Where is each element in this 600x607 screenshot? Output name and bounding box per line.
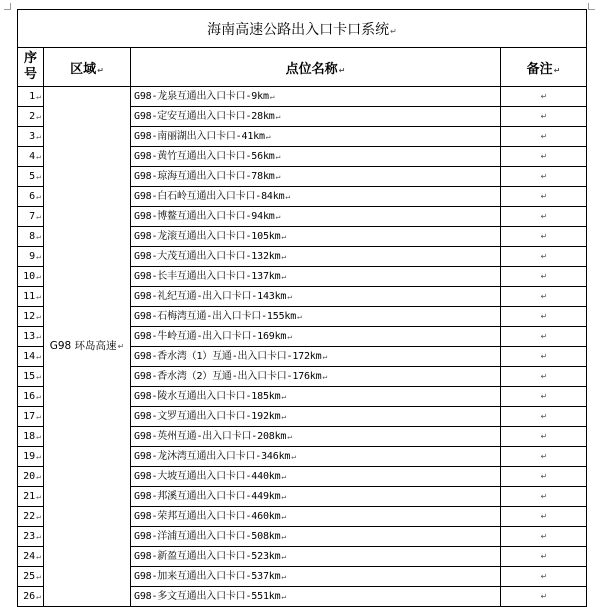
header-note	[501, 48, 587, 87]
paragraph-mark: ↵	[265, 131, 271, 141]
note-cell	[501, 267, 587, 287]
location-cell	[131, 507, 501, 527]
location-cell	[131, 527, 501, 547]
margin-corner-mark	[588, 3, 595, 10]
seq-cell	[18, 367, 44, 387]
location-cell	[131, 267, 501, 287]
paragraph-mark: ↵	[36, 591, 41, 601]
location-cell	[131, 547, 501, 567]
seq-cell	[18, 327, 44, 347]
location-name: G98-洋浦互通出入口卡口-508km	[134, 530, 281, 542]
location-cell	[131, 147, 501, 167]
note-cell	[501, 467, 587, 487]
note-cell	[501, 247, 587, 267]
paragraph-mark: ↵	[540, 332, 548, 341]
table-title-cell	[18, 10, 587, 48]
location-name: G98-牛岭互通-出入口卡口-169km	[134, 330, 287, 342]
header-seq-label: 序号	[23, 51, 37, 82]
note-cell	[501, 87, 587, 107]
header-area-label: 区域	[70, 61, 97, 77]
paragraph-mark: ↵	[281, 391, 287, 401]
note-cell	[501, 367, 587, 387]
paragraph-mark: ↵	[281, 491, 287, 501]
location-name: G98-龙沐湾互通出入口卡口-346km	[134, 450, 291, 462]
paragraph-mark: ↵	[540, 252, 548, 261]
note-cell	[501, 547, 587, 567]
location-name: G98-龙泉互通出入口卡口-9km	[134, 90, 269, 102]
paragraph-mark: ↵	[540, 452, 548, 461]
location-name: G98-黄竹互通出入口卡口-56km	[134, 150, 275, 162]
location-cell	[131, 367, 501, 387]
paragraph-mark: ↵	[36, 311, 41, 321]
location-name: G98-多文互通出入口卡口-551km	[134, 590, 281, 602]
location-name: G98-文罗互通出入口卡口-192km	[134, 410, 281, 422]
note-cell	[501, 327, 587, 347]
checkpoint-table	[17, 9, 587, 607]
paragraph-mark: ↵	[540, 92, 548, 101]
paragraph-mark: ↵	[540, 312, 548, 321]
location-cell	[131, 587, 501, 607]
paragraph-mark: ↵	[36, 371, 41, 381]
seq-number: 11	[23, 290, 36, 302]
note-cell	[501, 227, 587, 247]
seq-cell	[18, 547, 44, 567]
seq-number: 7	[29, 210, 36, 222]
header-note-label: 备注	[526, 61, 553, 77]
location-cell	[131, 187, 501, 207]
seq-cell	[18, 507, 44, 527]
location-name: G98-香水湾（1）互通-出入口卡口-172km	[134, 350, 322, 362]
paragraph-mark: ↵	[36, 91, 41, 101]
paragraph-mark: ↵	[540, 572, 548, 581]
seq-number: 21	[23, 490, 36, 502]
seq-number: 25	[23, 570, 36, 582]
location-cell	[131, 427, 501, 447]
paragraph-mark: ↵	[390, 26, 397, 36]
note-cell	[501, 567, 587, 587]
seq-cell	[18, 387, 44, 407]
paragraph-mark: ↵	[281, 251, 287, 261]
location-name: G98-新盈互通出入口卡口-523km	[134, 550, 281, 562]
paragraph-mark: ↵	[36, 451, 41, 461]
note-cell	[501, 287, 587, 307]
note-cell	[501, 407, 587, 427]
note-cell	[501, 527, 587, 547]
paragraph-mark: ↵	[540, 592, 548, 601]
location-cell	[131, 487, 501, 507]
paragraph-mark: ↵	[540, 352, 548, 361]
seq-number: 1	[29, 90, 36, 102]
paragraph-mark: ↵	[540, 392, 548, 401]
seq-cell	[18, 347, 44, 367]
paragraph-mark: ↵	[281, 271, 287, 281]
seq-cell	[18, 187, 44, 207]
seq-cell	[18, 427, 44, 447]
seq-number: 2	[29, 110, 36, 122]
location-cell	[131, 227, 501, 247]
paragraph-mark: ↵	[540, 512, 548, 521]
seq-number: 8	[29, 230, 36, 242]
paragraph-mark: ↵	[338, 65, 346, 75]
location-name: G98-大坡互通出入口卡口-440km	[134, 470, 281, 482]
paragraph-mark: ↵	[36, 131, 41, 141]
location-cell	[131, 407, 501, 427]
paragraph-mark: ↵	[275, 151, 281, 161]
paragraph-mark: ↵	[540, 372, 548, 381]
seq-number: 23	[23, 530, 36, 542]
seq-number: 4	[29, 150, 36, 162]
paragraph-mark: ↵	[36, 171, 41, 181]
location-cell	[131, 467, 501, 487]
paragraph-mark: ↵	[540, 152, 548, 161]
paragraph-mark: ↵	[269, 91, 275, 101]
seq-cell	[18, 447, 44, 467]
paragraph-mark: ↵	[281, 231, 287, 241]
paragraph-mark: ↵	[36, 571, 41, 581]
paragraph-mark: ↵	[36, 511, 41, 521]
paragraph-mark: ↵	[36, 271, 41, 281]
seq-number: 26	[23, 590, 36, 602]
note-cell	[501, 587, 587, 607]
seq-cell	[18, 307, 44, 327]
seq-number: 22	[23, 510, 36, 522]
seq-number: 16	[23, 390, 36, 402]
paragraph-mark: ↵	[540, 292, 548, 301]
header-location-label: 点位名称	[285, 61, 338, 77]
location-name: G98-英州互通-出入口卡口-208km	[134, 430, 287, 442]
paragraph-mark: ↵	[540, 272, 548, 281]
paragraph-mark: ↵	[117, 342, 125, 351]
location-cell	[131, 247, 501, 267]
paragraph-mark: ↵	[540, 492, 548, 501]
location-cell	[131, 127, 501, 147]
seq-number: 9	[29, 250, 36, 262]
paragraph-mark: ↵	[287, 291, 292, 301]
seq-cell	[18, 487, 44, 507]
paragraph-mark: ↵	[291, 451, 296, 461]
table-title: 海南高速公路出入口卡口系统	[207, 21, 390, 38]
header-area	[44, 48, 131, 87]
location-cell	[131, 287, 501, 307]
seq-cell	[18, 287, 44, 307]
seq-cell	[18, 267, 44, 287]
seq-cell	[18, 87, 44, 107]
paragraph-mark: ↵	[36, 471, 41, 481]
note-cell	[501, 187, 587, 207]
seq-cell	[18, 127, 44, 147]
location-name: G98-香水湾（2）互通-出入口卡口-176km	[134, 370, 322, 382]
note-cell	[501, 107, 587, 127]
paragraph-mark: ↵	[36, 251, 41, 261]
location-cell	[131, 567, 501, 587]
note-cell	[501, 127, 587, 147]
seq-cell	[18, 407, 44, 427]
paragraph-mark: ↵	[540, 412, 548, 421]
seq-number: 5	[29, 170, 36, 182]
note-cell	[501, 387, 587, 407]
paragraph-mark: ↵	[553, 65, 561, 75]
note-cell	[501, 147, 587, 167]
location-name: G98-龙滚互通出入口卡口-105km	[134, 230, 281, 242]
paragraph-mark: ↵	[281, 571, 287, 581]
seq-number: 19	[23, 450, 36, 462]
seq-number: 3	[29, 130, 36, 142]
location-cell	[131, 167, 501, 187]
location-name: G98-加来互通出入口卡口-537km	[134, 570, 281, 582]
paragraph-mark: ↵	[540, 532, 548, 541]
seq-cell	[18, 467, 44, 487]
paragraph-mark: ↵	[281, 591, 287, 601]
seq-cell	[18, 207, 44, 227]
paragraph-mark: ↵	[287, 331, 292, 341]
seq-cell	[18, 527, 44, 547]
header-seq	[18, 48, 44, 87]
area-cell	[44, 87, 131, 607]
paragraph-mark: ↵	[36, 191, 41, 201]
paragraph-mark: ↵	[281, 551, 287, 561]
paragraph-mark: ↵	[36, 411, 41, 421]
seq-cell	[18, 567, 44, 587]
location-name: G98-陵水互通出入口卡口-185km	[134, 390, 281, 402]
seq-cell	[18, 227, 44, 247]
header-row	[18, 48, 587, 87]
paragraph-mark: ↵	[275, 171, 281, 181]
table-row	[18, 87, 587, 107]
paragraph-mark: ↵	[36, 111, 41, 121]
seq-cell	[18, 107, 44, 127]
area-label: G98 环岛高速	[49, 340, 117, 352]
paragraph-mark: ↵	[540, 132, 548, 141]
paragraph-mark: ↵	[36, 531, 41, 541]
location-name: G98-石梅湾互通-出入口卡口-155km	[134, 310, 297, 322]
location-name: G98-南丽湖出入口卡口-41km	[134, 130, 265, 142]
location-cell	[131, 307, 501, 327]
title-row	[18, 10, 587, 48]
seq-number: 17	[23, 410, 36, 422]
paragraph-mark: ↵	[540, 472, 548, 481]
note-cell	[501, 307, 587, 327]
location-name: G98-礼纪互通-出入口卡口-143km	[134, 290, 287, 302]
paragraph-mark: ↵	[36, 351, 41, 361]
paragraph-mark: ↵	[281, 531, 287, 541]
paragraph-mark: ↵	[540, 432, 548, 441]
header-location	[131, 48, 501, 87]
note-cell	[501, 167, 587, 187]
paragraph-mark: ↵	[36, 391, 41, 401]
seq-number: 14	[23, 350, 36, 362]
seq-number: 13	[23, 330, 36, 342]
paragraph-mark: ↵	[540, 552, 548, 561]
location-name: G98-琼海互通出入口卡口-78km	[134, 170, 275, 182]
paragraph-mark: ↵	[36, 431, 41, 441]
paragraph-mark: ↵	[36, 291, 41, 301]
paragraph-mark: ↵	[297, 311, 302, 321]
paragraph-mark: ↵	[36, 211, 41, 221]
seq-number: 24	[23, 550, 36, 562]
paragraph-mark: ↵	[281, 471, 287, 481]
location-name: G98-邦溪互通出入口卡口-449km	[134, 490, 281, 502]
note-cell	[501, 507, 587, 527]
paragraph-mark: ↵	[287, 431, 292, 441]
seq-number: 20	[23, 470, 36, 482]
seq-number: 12	[23, 310, 36, 322]
paragraph-mark: ↵	[540, 232, 548, 241]
seq-cell	[18, 587, 44, 607]
seq-cell	[18, 147, 44, 167]
location-name: G98-博鳌互通出入口卡口-94km	[134, 210, 275, 222]
seq-number: 10	[23, 270, 36, 282]
paragraph-mark: ↵	[275, 111, 281, 121]
paragraph-mark: ↵	[281, 511, 287, 521]
paragraph-mark: ↵	[285, 191, 291, 201]
note-cell	[501, 447, 587, 467]
note-cell	[501, 427, 587, 447]
paragraph-mark: ↵	[540, 112, 548, 121]
seq-cell	[18, 247, 44, 267]
location-name: G98-白石岭互通出入口卡口-84km	[134, 190, 285, 202]
paragraph-mark: ↵	[275, 211, 281, 221]
seq-number: 15	[23, 370, 36, 382]
location-cell	[131, 327, 501, 347]
seq-number: 18	[23, 430, 36, 442]
paragraph-mark: ↵	[36, 491, 41, 501]
location-name: G98-荣邦互通出入口卡口-460km	[134, 510, 281, 522]
paragraph-mark: ↵	[36, 151, 41, 161]
seq-cell	[18, 167, 44, 187]
location-name: G98-定安互通出入口卡口-28km	[134, 110, 275, 122]
paragraph-mark: ↵	[97, 65, 104, 75]
note-cell	[501, 487, 587, 507]
location-name: G98-长丰互通出入口卡口-137km	[134, 270, 281, 282]
location-cell	[131, 107, 501, 127]
paragraph-mark: ↵	[36, 231, 41, 241]
paragraph-mark: ↵	[36, 551, 41, 561]
location-cell	[131, 347, 501, 367]
paragraph-mark: ↵	[322, 371, 328, 381]
margin-corner-mark	[4, 3, 11, 10]
location-cell	[131, 447, 501, 467]
paragraph-mark: ↵	[540, 192, 548, 201]
paragraph-mark: ↵	[36, 331, 41, 341]
seq-number: 6	[29, 190, 36, 202]
paragraph-mark: ↵	[322, 351, 328, 361]
paragraph-mark: ↵	[540, 172, 548, 181]
paragraph-mark: ↵	[281, 411, 287, 421]
location-cell	[131, 207, 501, 227]
location-cell	[131, 87, 501, 107]
note-cell	[501, 207, 587, 227]
paragraph-mark: ↵	[540, 212, 548, 221]
note-cell	[501, 347, 587, 367]
location-name: G98-大茂互通出入口卡口-132km	[134, 250, 281, 262]
location-cell	[131, 387, 501, 407]
